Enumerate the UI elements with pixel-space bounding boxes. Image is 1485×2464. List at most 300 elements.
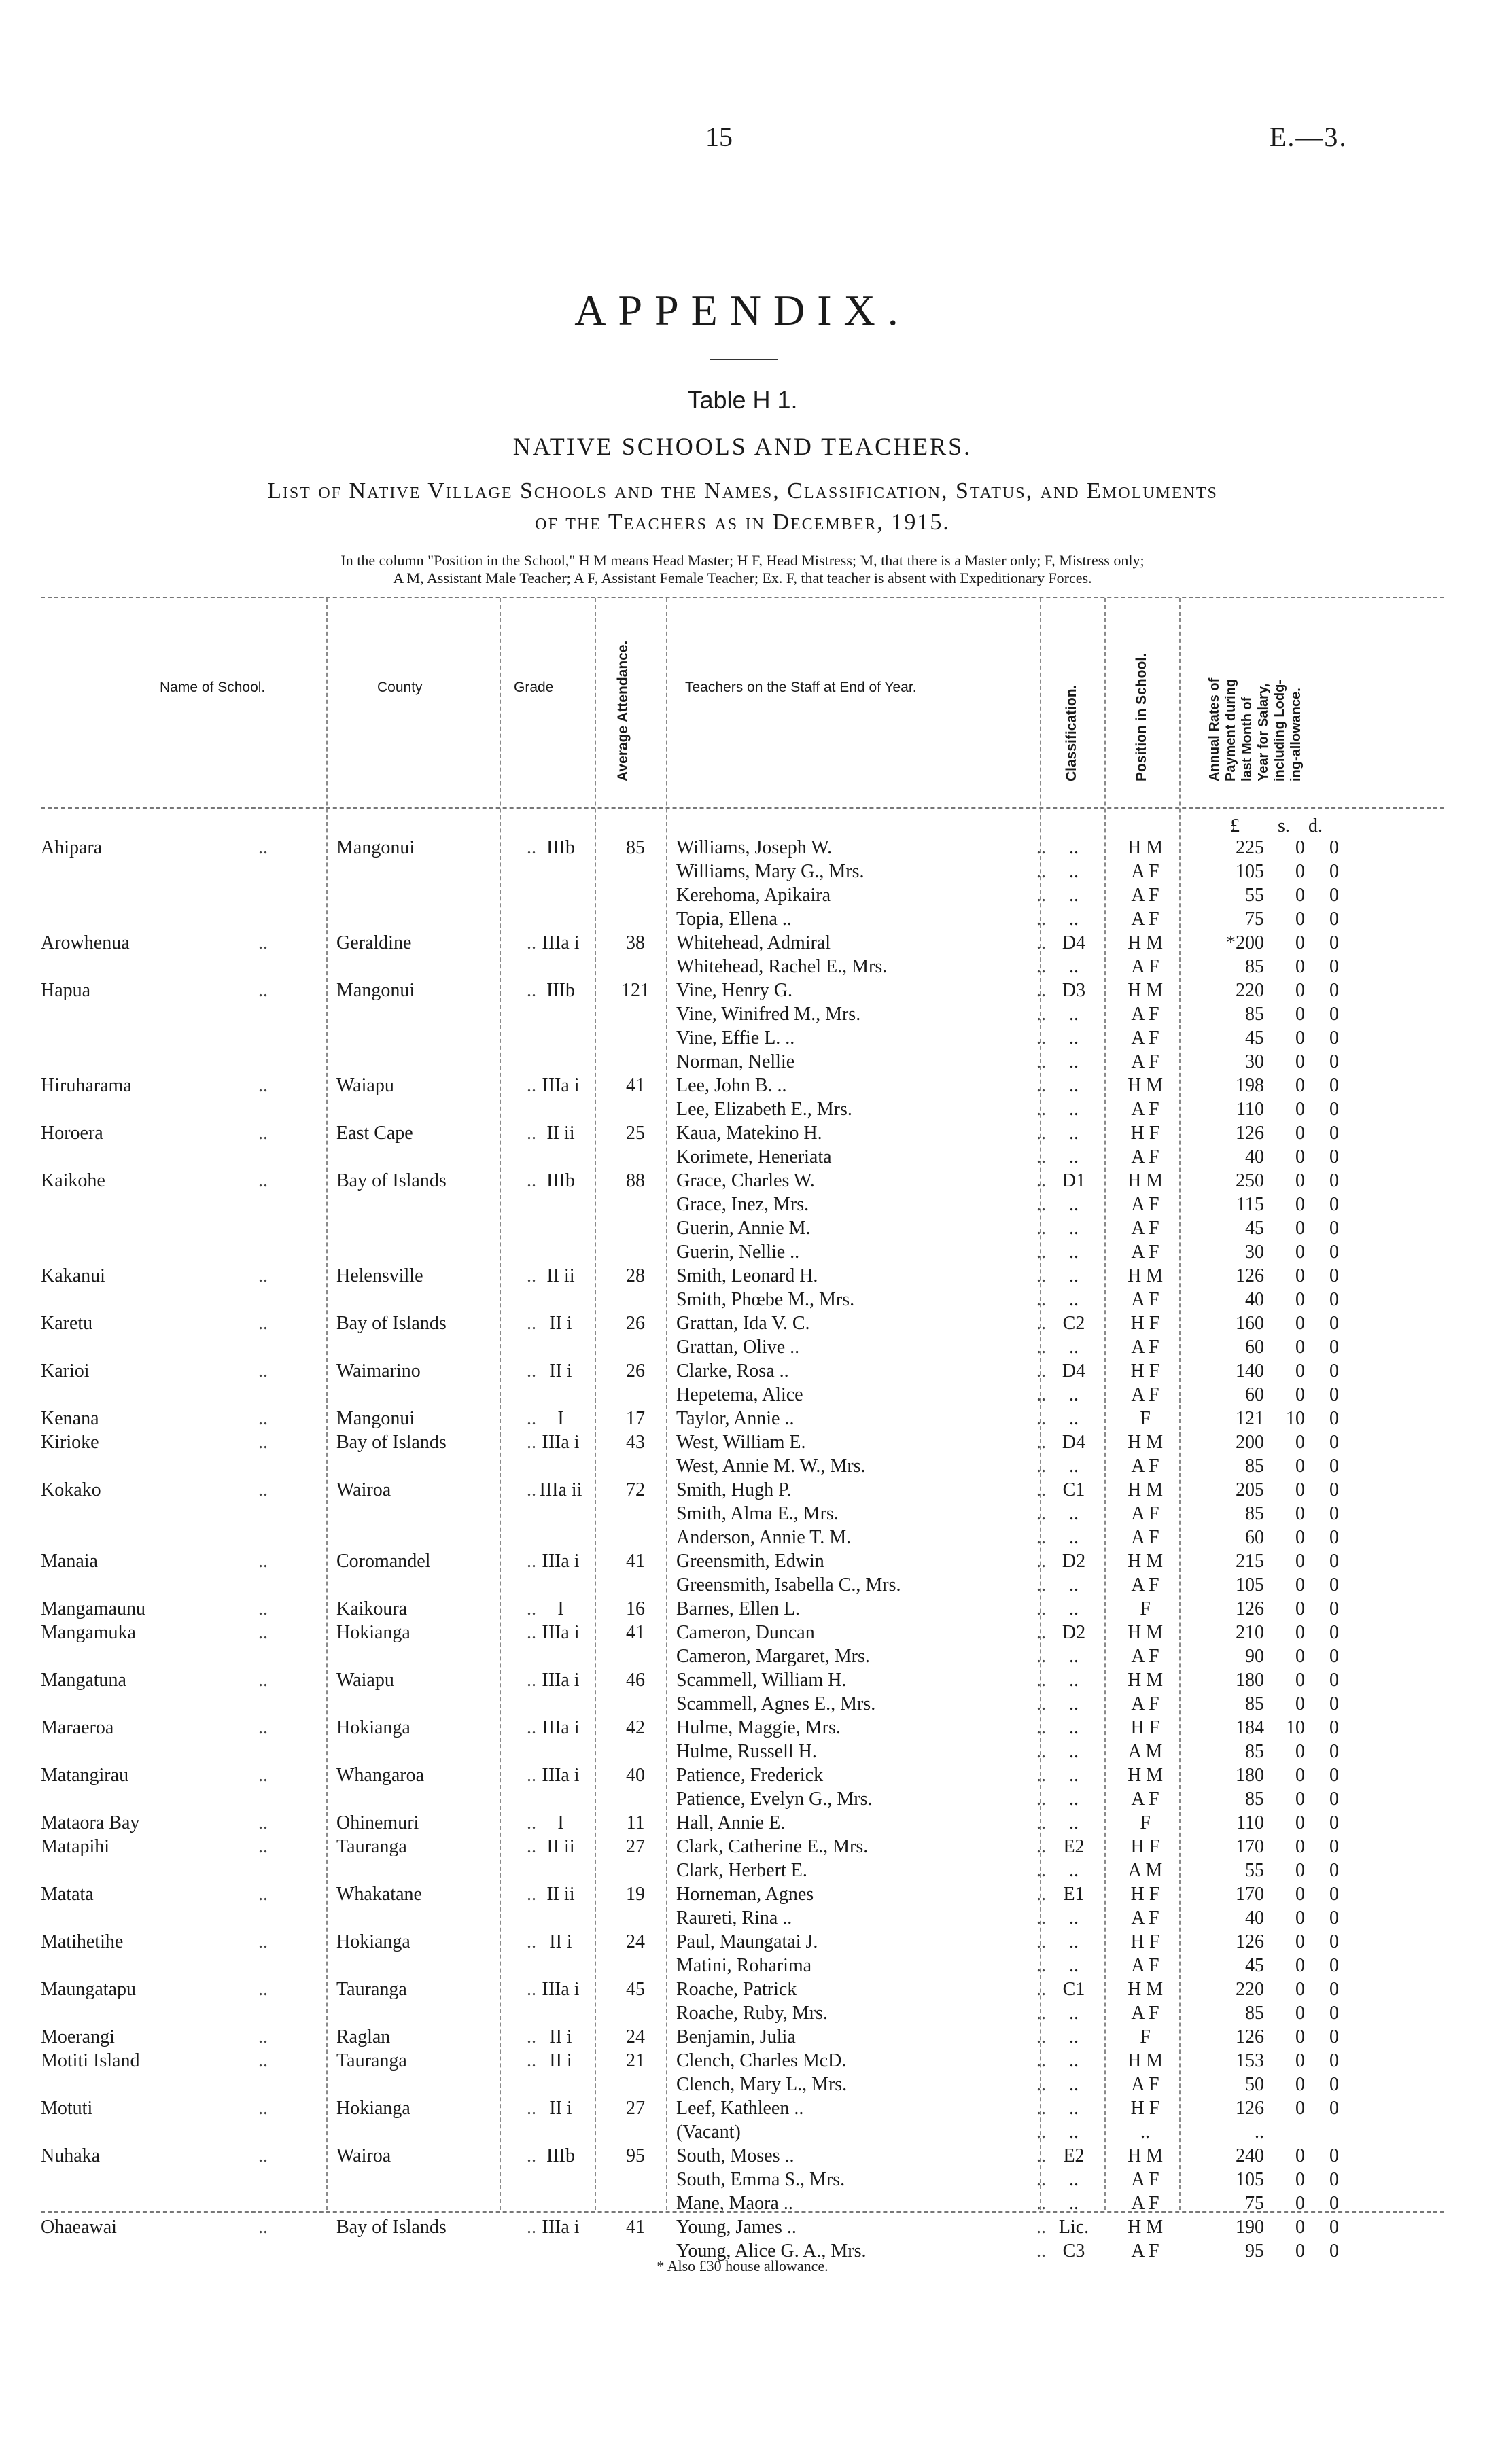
position: A F (1131, 2169, 1159, 2190)
page-reference: E.—3. (1270, 122, 1348, 152)
position: A F (1131, 1456, 1159, 1477)
classification: E2 (1063, 1836, 1085, 1857)
teacher-name: Hepetema, Alice (676, 1384, 803, 1405)
teacher-name: Roache, Ruby, Mrs. (676, 2003, 828, 2024)
grade: IIIa i (542, 2217, 580, 2238)
leader-dots: .. (1036, 837, 1046, 858)
header-classification: Classification. (1064, 684, 1079, 781)
classification: .. (1069, 1670, 1079, 1691)
average-attendance: 25 (626, 1123, 645, 1144)
position: A F (1131, 1907, 1159, 1929)
pence: 0 (1329, 1313, 1339, 1334)
pounds: 105 (1236, 2169, 1264, 2190)
position: F (1140, 2026, 1151, 2047)
shillings: 0 (1295, 1051, 1305, 1072)
leader-dots: .. (527, 1408, 536, 1429)
table-row (41, 1930, 1444, 1954)
shillings: 0 (1295, 1313, 1305, 1334)
leader-dots: .. (527, 1884, 536, 1905)
shillings: 0 (1295, 980, 1305, 1001)
teacher-name: Scammell, William H. (676, 1670, 847, 1691)
pence: 0 (1329, 1289, 1339, 1310)
grade: II i (549, 1931, 572, 1952)
pounds: 85 (1245, 1741, 1264, 1762)
pounds: 121 (1236, 1408, 1264, 1429)
table-row (41, 883, 1444, 907)
leader-dots: .. (1036, 2122, 1046, 2143)
pence: 0 (1329, 1479, 1339, 1500)
teacher-name: Matini, Roharima (676, 1955, 812, 1976)
table-row (41, 1050, 1444, 1074)
teacher-name: Benjamin, Julia (676, 2026, 796, 2047)
table-row (41, 2168, 1444, 2192)
leader-dots: .. (258, 1313, 268, 1334)
teacher-name: Topia, Ellena .. (676, 909, 792, 930)
leader-dots: .. (1036, 1907, 1046, 1929)
average-attendance: 85 (626, 837, 645, 858)
leader-dots: .. (527, 1551, 536, 1572)
footnote: * Also £30 house allowance. (657, 2257, 828, 2274)
pounds: 140 (1236, 1360, 1264, 1381)
leader-dots: .. (1036, 1432, 1046, 1453)
teacher-name: Cameron, Margaret, Mrs. (676, 1646, 870, 1667)
grade: II i (549, 2026, 572, 2047)
position: A F (1131, 2193, 1159, 2214)
position: A F (1131, 885, 1159, 906)
pence: 0 (1329, 1360, 1339, 1381)
shillings: 0 (1295, 932, 1305, 953)
position: F (1140, 1598, 1151, 1619)
table-row (41, 1407, 1444, 1430)
pounds: 110 (1236, 1099, 1264, 1120)
page-number: 15 (705, 122, 733, 152)
teacher-name: Vine, Winifred M., Mrs. (676, 1004, 861, 1025)
county: Bay of Islands (336, 1313, 447, 1334)
leader-dots: .. (1036, 1170, 1046, 1191)
position: A F (1131, 909, 1159, 930)
table-row (41, 1335, 1444, 1359)
pence: 0 (1329, 1408, 1339, 1429)
position: A F (1131, 1027, 1159, 1049)
leader-dots: .. (1036, 1146, 1046, 1167)
pounds: 184 (1236, 1717, 1264, 1738)
school-name: Matihetihe (41, 1931, 124, 1952)
school-name: Karetu (41, 1313, 93, 1334)
teacher-name: West, William E. (676, 1432, 806, 1453)
pounds: 30 (1245, 1051, 1264, 1072)
teacher-name: Taylor, Annie .. (676, 1408, 794, 1429)
teacher-name: Patience, Evelyn G., Mrs. (676, 1789, 873, 1810)
leader-dots: .. (258, 1360, 268, 1381)
average-attendance: 72 (626, 1479, 645, 1500)
school-name: Motiti Island (41, 2050, 140, 2071)
teacher-name: Vine, Henry G. (676, 980, 792, 1001)
position: A M (1128, 1741, 1163, 1762)
pence: 0 (1329, 1646, 1339, 1667)
teacher-name: South, Emma S., Mrs. (676, 2169, 845, 2190)
grade: IIIb (546, 2145, 575, 2166)
shillings: 0 (1295, 1765, 1305, 1786)
pounds: 200 (1236, 1432, 1264, 1453)
school-name: Mangamuka (41, 1622, 136, 1643)
header-county: County (377, 680, 423, 695)
pounds: 110 (1236, 1812, 1264, 1833)
pounds: 126 (1236, 2026, 1264, 2047)
pounds-unit: £ (1230, 815, 1240, 837)
pence: 0 (1329, 1075, 1339, 1096)
pounds: 55 (1245, 1860, 1264, 1881)
leader-dots: .. (258, 1123, 268, 1144)
classification: .. (1069, 1265, 1079, 1286)
classification: C2 (1062, 1313, 1085, 1334)
teacher-name: Whitehead, Admiral (676, 932, 831, 953)
leader-dots: .. (1036, 1789, 1046, 1810)
subheading-line-1: List of Native Village Schools and the Names, Classification, Status, and Emoluments (267, 478, 1218, 504)
grade: II ii (546, 1884, 575, 1905)
shillings: 0 (1295, 2098, 1305, 2119)
table-row (41, 1954, 1444, 1977)
leader-dots: .. (258, 1432, 268, 1453)
pounds: 50 (1245, 2074, 1264, 2095)
county: Coromandel (336, 1551, 431, 1572)
teacher-name: West, Annie M. W., Mrs. (676, 1456, 866, 1477)
leader-dots: .. (527, 1836, 536, 1857)
rates-line-3: last Month of (1240, 697, 1255, 781)
pounds: 75 (1245, 909, 1264, 930)
school-name: Hiruharama (41, 1075, 132, 1096)
teacher-name: Smith, Leonard H. (676, 1265, 818, 1286)
average-attendance: 19 (626, 1884, 645, 1905)
leader-dots: .. (1036, 1004, 1046, 1025)
table-row (41, 1264, 1444, 1288)
table-row (41, 1454, 1444, 1478)
leader-dots: .. (258, 1979, 268, 2000)
position: A F (1131, 1099, 1159, 1120)
shillings: 0 (1295, 1432, 1305, 1453)
pence: 0 (1329, 2074, 1339, 2095)
pence: 0 (1329, 2169, 1339, 2190)
county: Bay of Islands (336, 2217, 447, 2238)
pounds: 85 (1245, 2003, 1264, 2024)
classification: .. (1069, 1027, 1079, 1049)
position: A F (1131, 1194, 1159, 1215)
pence: 0 (1329, 1931, 1339, 1952)
average-attendance: 41 (626, 1075, 645, 1096)
pounds: 95 (1245, 2240, 1264, 2261)
shillings: 0 (1295, 1670, 1305, 1691)
classification: .. (1069, 1075, 1079, 1096)
average-attendance: 45 (626, 1979, 645, 2000)
pence: 0 (1329, 1574, 1339, 1596)
grade: IIIa ii (539, 1479, 582, 1500)
shillings: 0 (1295, 1860, 1305, 1881)
table-row (41, 1145, 1444, 1169)
leader-dots: .. (527, 1123, 536, 1144)
position: A F (1131, 861, 1159, 882)
grade: II i (549, 1360, 572, 1381)
school-name: Maraeroa (41, 1717, 114, 1738)
leader-dots: .. (258, 1931, 268, 1952)
leader-dots: .. (1036, 1360, 1046, 1381)
shillings: 0 (1295, 2145, 1305, 2166)
shillings: 0 (1295, 1907, 1305, 1929)
average-attendance: 121 (621, 980, 650, 1001)
pence-unit: d. (1308, 815, 1323, 837)
teacher-name: (Vacant) (676, 2122, 741, 2143)
leader-dots: .. (1036, 2217, 1046, 2238)
leader-dots: .. (258, 1670, 268, 1691)
county: Waimarino (336, 1360, 421, 1381)
grade: IIIa i (542, 1979, 580, 2000)
position: A F (1131, 1789, 1159, 1810)
leader-dots: .. (1036, 1242, 1046, 1263)
position: H M (1127, 1265, 1164, 1286)
classification: D2 (1062, 1622, 1086, 1643)
pounds: 126 (1236, 1123, 1264, 1144)
position: H F (1130, 1836, 1160, 1857)
pence: 0 (1329, 1907, 1339, 1929)
table-row (41, 836, 1444, 860)
leader-dots: .. (1036, 1646, 1046, 1667)
table-row (41, 1359, 1444, 1383)
table-row (41, 1216, 1444, 1240)
teacher-name: Norman, Nellie (676, 1051, 795, 1072)
leader-dots: .. (527, 1979, 536, 2000)
leader-dots: .. (1036, 2169, 1046, 2190)
county: Hokianga (336, 1931, 410, 1952)
classification: .. (1069, 2026, 1079, 2047)
classification: .. (1069, 1789, 1079, 1810)
grade: I (557, 1598, 564, 1619)
classification: .. (1069, 1812, 1079, 1833)
shillings: 0 (1295, 956, 1305, 977)
shillings: 0 (1295, 861, 1305, 882)
grade: IIIa i (542, 932, 580, 953)
leader-dots: .. (1036, 1503, 1046, 1524)
classification: .. (1069, 2098, 1079, 2119)
leader-dots: .. (1036, 932, 1046, 953)
teacher-name: Roache, Patrick (676, 1979, 797, 2000)
position: H F (1130, 1360, 1160, 1381)
table-row (41, 1002, 1444, 1026)
leader-dots: .. (527, 1479, 536, 1500)
leader-dots: .. (1036, 1931, 1046, 1952)
leader-dots: .. (1036, 1099, 1046, 1120)
leader-dots: .. (1036, 1717, 1046, 1738)
shillings: 0 (1295, 1170, 1305, 1191)
pounds: 153 (1236, 2050, 1264, 2071)
classification: .. (1069, 2003, 1079, 2024)
table-row (41, 907, 1444, 931)
county: Kaikoura (336, 1598, 408, 1619)
classification: E1 (1063, 1884, 1085, 1905)
classification: .. (1069, 1931, 1079, 1952)
classification: .. (1069, 1765, 1079, 1786)
classification: .. (1069, 1146, 1079, 1167)
position: H F (1130, 1884, 1160, 1905)
county: Hokianga (336, 2098, 410, 2119)
school-name: Maungatapu (41, 1979, 136, 2000)
pence: 0 (1329, 1265, 1339, 1286)
pence: 0 (1329, 932, 1339, 953)
leader-dots: .. (258, 1075, 268, 1096)
position: H M (1127, 980, 1164, 1001)
teacher-name: South, Moses .. (676, 2145, 794, 2166)
table-row (41, 2073, 1444, 2096)
header-school: Name of School. (160, 680, 266, 695)
position: H F (1130, 1717, 1160, 1738)
leader-dots: .. (527, 1765, 536, 1786)
leader-dots: .. (527, 932, 536, 953)
position: A F (1131, 1574, 1159, 1596)
teacher-name: Barnes, Ellen L. (676, 1598, 800, 1619)
shillings: 0 (1295, 1218, 1305, 1239)
position: A F (1131, 1146, 1159, 1167)
pence: 0 (1329, 980, 1339, 1001)
shillings: 0 (1295, 1836, 1305, 1857)
leader-dots: .. (258, 1408, 268, 1429)
county: Tauranga (336, 1836, 407, 1857)
classification: .. (1069, 1527, 1079, 1548)
classification: .. (1069, 1289, 1079, 1310)
table-row (41, 2096, 1444, 2120)
grade: IIIb (546, 980, 575, 1001)
shillings: 0 (1295, 909, 1305, 930)
shillings: 0 (1295, 1123, 1305, 1144)
school-name: Kirioke (41, 1432, 99, 1453)
position: F (1140, 1408, 1151, 1429)
school-name: Arowhenua (41, 932, 130, 953)
leader-dots: .. (258, 1765, 268, 1786)
pounds: 205 (1236, 1479, 1264, 1500)
classification: C1 (1062, 1479, 1085, 1500)
pounds: 180 (1236, 1670, 1264, 1691)
table-row (41, 1526, 1444, 1549)
leader-dots: .. (527, 2217, 536, 2238)
teacher-name: Greensmith, Edwin (676, 1551, 824, 1572)
table-row (41, 1240, 1444, 1264)
table-row (41, 1288, 1444, 1312)
leader-dots: .. (527, 1265, 536, 1286)
pence: 0 (1329, 2003, 1339, 2024)
teacher-name: Clarke, Rosa .. (676, 1360, 789, 1381)
classification: .. (1069, 1503, 1079, 1524)
leader-dots: .. (258, 932, 268, 953)
table-row (41, 2192, 1444, 2215)
shillings: 0 (1295, 1479, 1305, 1500)
leader-dots: .. (527, 2026, 536, 2047)
table-row (41, 1074, 1444, 1097)
shillings: 0 (1295, 1242, 1305, 1263)
leader-dots: .. (1036, 2050, 1046, 2071)
teacher-name: Whitehead, Rachel E., Mrs. (676, 956, 888, 977)
grade: IIIa i (542, 1717, 580, 1738)
classification: Lic. (1058, 2217, 1089, 2238)
pence: 0 (1329, 1860, 1339, 1881)
teacher-name: Grace, Charles W. (676, 1170, 815, 1191)
leader-dots: .. (527, 980, 536, 1001)
pounds: 240 (1236, 2145, 1264, 2166)
school-name: Matangirau (41, 1765, 129, 1786)
grade: II i (549, 1313, 572, 1334)
position: H M (1127, 2217, 1164, 2238)
classification: .. (1069, 1194, 1079, 1215)
table-row (41, 1882, 1444, 1906)
school-name: Mangatuna (41, 1670, 126, 1691)
teacher-name: Smith, Alma E., Mrs. (676, 1503, 839, 1524)
pence: 0 (1329, 1693, 1339, 1714)
teacher-name: Hulme, Russell H. (676, 1741, 817, 1762)
pence: 0 (1329, 1670, 1339, 1691)
table-row (41, 1835, 1444, 1859)
position: H M (1127, 1432, 1164, 1453)
table-row (41, 1121, 1444, 1145)
pounds: 170 (1236, 1884, 1264, 1905)
leader-dots: .. (1036, 1765, 1046, 1786)
county: Tauranga (336, 1979, 407, 2000)
average-attendance: 40 (626, 1765, 645, 1786)
pence: 0 (1329, 1955, 1339, 1976)
grade: II ii (546, 1265, 575, 1286)
pounds: 210 (1236, 1622, 1264, 1643)
leader-dots: .. (1036, 885, 1046, 906)
table-row (41, 1383, 1444, 1407)
leader-dots: .. (258, 1598, 268, 1619)
leader-dots: .. (258, 2217, 268, 2238)
shillings: 0 (1295, 1884, 1305, 1905)
pounds: 160 (1236, 1313, 1264, 1334)
table-header-rule (41, 807, 1444, 809)
shillings: 0 (1295, 2217, 1305, 2238)
leader-dots: .. (258, 1717, 268, 1738)
table-row (41, 1549, 1444, 1573)
position: A F (1131, 2003, 1159, 2024)
position: H M (1127, 2145, 1164, 2166)
teacher-name: Anderson, Annie T. M. (676, 1527, 852, 1548)
county: Tauranga (336, 2050, 407, 2071)
teacher-name: Lee, John B. .. (676, 1075, 787, 1096)
teacher-name: Leef, Kathleen .. (676, 2098, 804, 2119)
table-row (41, 1573, 1444, 1597)
pounds: 55 (1245, 885, 1264, 906)
schools-table-body (41, 836, 1444, 2263)
shillings: 0 (1295, 1527, 1305, 1548)
position: A F (1131, 1646, 1159, 1667)
leader-dots: .. (527, 1598, 536, 1619)
position: F (1140, 1812, 1151, 1833)
teacher-name: Grattan, Ida V. C. (676, 1313, 810, 1334)
school-name: Horoera (41, 1123, 103, 1144)
position: A F (1131, 1289, 1159, 1310)
leader-dots: .. (1036, 2193, 1046, 2214)
pence: 0 (1329, 2050, 1339, 2071)
average-attendance: 21 (626, 2050, 645, 2071)
leader-dots: .. (527, 837, 536, 858)
teacher-name: Clench, Mary L., Mrs. (676, 2074, 848, 2095)
pence: 0 (1329, 1337, 1339, 1358)
pounds: 30 (1245, 1242, 1264, 1263)
school-name: Matapihi (41, 1836, 110, 1857)
leader-dots: .. (527, 1812, 536, 1833)
pence: 0 (1329, 861, 1339, 882)
table-row (41, 1026, 1444, 1050)
classification: .. (1069, 837, 1079, 858)
classification: .. (1069, 1384, 1079, 1405)
leader-dots: .. (527, 1670, 536, 1691)
leader-dots: .. (527, 1622, 536, 1643)
classification: E2 (1063, 2145, 1085, 2166)
shillings: 0 (1295, 1503, 1305, 1524)
